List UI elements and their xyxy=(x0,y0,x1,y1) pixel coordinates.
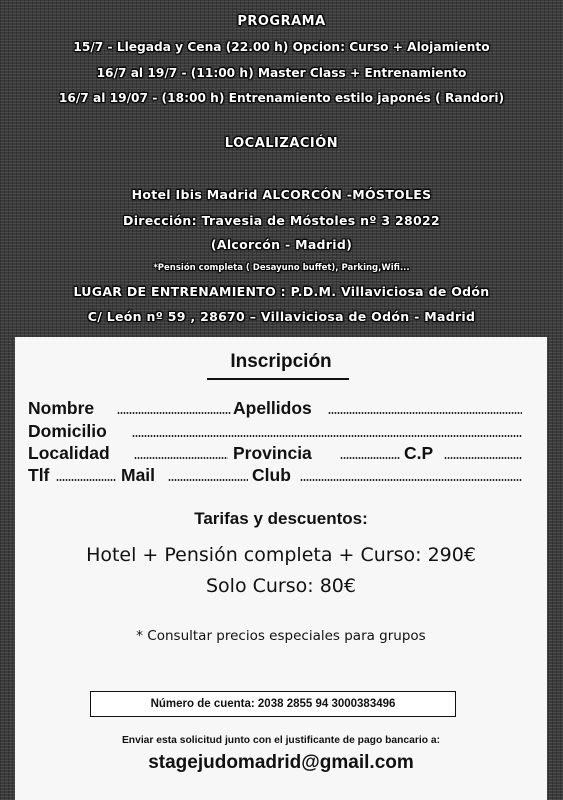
club-field[interactable] xyxy=(300,479,522,481)
account-number: Número de cuenta: 2038 2855 94 3000383496 xyxy=(150,698,396,710)
group-pricing-note: * Consultar precios especiales para grupos xyxy=(136,628,426,644)
training-address: C/ León nº 59 , 28670 – Villaviciosa de Odón - Madrid xyxy=(87,309,476,324)
cp-field[interactable] xyxy=(444,457,522,459)
send-instructions: Enviar esta solicitud junto con el justificante de pago bancario a: xyxy=(121,735,441,746)
title-underline xyxy=(207,378,349,380)
domicilio-label: Domicilio xyxy=(28,421,107,441)
localizacion-title: LOCALIZACIÓN xyxy=(224,136,339,151)
localidad-field[interactable] xyxy=(134,457,228,459)
provincia-label: Provincia xyxy=(233,443,312,463)
form-row-domicilio xyxy=(28,421,523,443)
hotel-city: (Alcorcón - Madrid) xyxy=(210,237,353,252)
tarifas-title: Tarifas y descuentos: xyxy=(194,509,368,528)
domicilio-field[interactable] xyxy=(132,435,522,437)
tlf-field[interactable] xyxy=(56,479,116,481)
programa-line-3: 16/7 al 19/07 - (18:00 h) Entrenamiento estilo japonés ( Randori) xyxy=(58,91,505,105)
apellidos-field[interactable] xyxy=(328,412,522,414)
price-course-only: Solo Curso: 80€ xyxy=(206,575,356,597)
programa-line-1: 15/7 - Llegada y Cena (22.00 h) Opcion: Curso + Alojamiento xyxy=(73,40,490,54)
apellidos-label: Apellidos xyxy=(233,398,312,418)
programa-title: PROGRAMA xyxy=(237,14,326,29)
form-row-name xyxy=(28,398,523,420)
mail-label: Mail xyxy=(121,465,156,485)
form-row-localidad xyxy=(28,443,523,465)
training-venue: LUGAR DE ENTRENAMIENTO : P.D.M. Villaviciosa de Odón xyxy=(73,284,490,299)
price-hotel-package: Hotel + Pensión completa + Curso: 290€ xyxy=(86,544,476,566)
hotel-address: Dirección: Travesia de Móstoles nº 3 28022 xyxy=(123,213,440,228)
mail-field[interactable] xyxy=(168,479,248,481)
club-label: Club xyxy=(252,465,291,485)
provincia-field[interactable] xyxy=(340,457,400,459)
nombre-field[interactable] xyxy=(117,412,231,414)
hotel-name: Hotel Ibis Madrid ALCORCÓN -MÓSTOLES xyxy=(131,187,432,202)
hotel-note: *Pensión completa ( Desayuno buffet), Parking,Wifi... xyxy=(153,263,410,273)
cp-label: C.P xyxy=(404,443,434,463)
form-row-contacto xyxy=(28,465,523,487)
contact-email[interactable]: stagejudomadrid@gmail.com xyxy=(148,752,414,773)
programa-line-2: 16/7 al 19/7 - (11:00 h) Master Class + Entrenamiento xyxy=(96,66,467,80)
account-number-box xyxy=(90,691,456,717)
inscription-title: Inscripción xyxy=(230,351,332,372)
inscription-form xyxy=(15,337,547,800)
tlf-label: Tlf xyxy=(28,465,50,485)
nombre-label: Nombre xyxy=(28,398,95,418)
localidad-label: Localidad xyxy=(28,443,110,463)
